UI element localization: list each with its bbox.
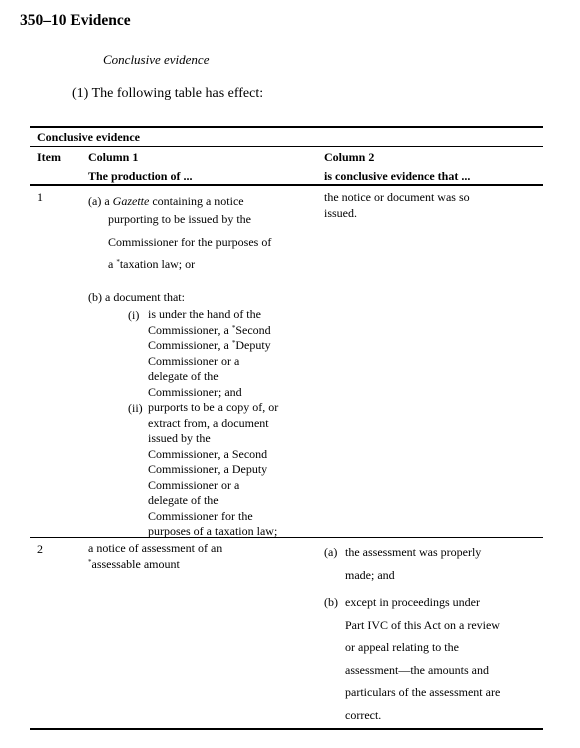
row-1-para-a-last-pre: a: [108, 257, 117, 271]
row-2-column-1-line: [88, 557, 222, 573]
row-2-column-1-line: a notice of assessment of an: [88, 541, 223, 555]
row-1-subpara-i-label: (i): [128, 308, 140, 322]
row-2-para-b-line: assessment—the amounts and: [345, 662, 489, 677]
table-top-rule: [30, 126, 543, 128]
row-1-para-b-label: (b) a document that:: [88, 290, 185, 304]
row-1-subpara-i-line-text: Commissioner, a: [148, 338, 232, 352]
row-1-para-a-rest: containing a notice: [149, 194, 244, 208]
row-1-subpara-ii-line: Commissioner or a: [148, 477, 240, 492]
defined-term-asterisk: *: [116, 258, 120, 266]
row-1-subpara-ii-line: Commissioner for the: [148, 508, 253, 523]
row-1-subpara-i-word: Second: [235, 322, 271, 337]
table-bottom-rule: [30, 728, 543, 730]
row-2-para-b-text: [345, 591, 500, 726]
row-2-para-b-label: (b): [324, 595, 338, 609]
intro-paragraph: (1) The following table has effect:: [72, 86, 264, 101]
row-2-para-a-line: the assessment was properly: [345, 545, 482, 559]
caption-rule: [30, 146, 543, 147]
section-subheading: Conclusive evidence: [103, 52, 210, 67]
row-1-subpara-i-line: [148, 338, 271, 354]
section-heading: 350–10 Evidence: [20, 12, 131, 29]
header-column-2-subtitle: is conclusive evidence that ...: [324, 169, 471, 183]
header-item: Item: [37, 150, 61, 164]
row-1-para-a-line: Commissioner for the purposes of: [108, 234, 272, 249]
row-1-para-a-first-line: [88, 193, 244, 209]
defined-term-asterisk: *: [88, 557, 92, 566]
defined-term-asterisk: *: [231, 323, 236, 332]
row-1-subpara-i-line-text: Commissioner, a: [148, 322, 232, 337]
row-1-subpara-ii-line: delegate of the: [148, 493, 219, 507]
row-1-subpara-i-word: Deputy: [235, 338, 271, 352]
row-1-subpara-ii-line: purports to be a copy of, or: [148, 400, 279, 414]
row-2-column-1-text: [88, 541, 222, 572]
row-1-subpara-i-line: Commissioner; and: [148, 384, 242, 399]
row-1-para-a-last-post: taxation law; or: [119, 257, 196, 271]
header-column-1-title: Column 1: [88, 150, 139, 164]
row-2-column-1-line-text: assessable amount: [91, 556, 180, 571]
row-1-subpara-ii-line: extract from, a document: [148, 415, 269, 430]
header-column-2-title: Column 2: [324, 150, 375, 164]
row-1-subpara-i-text: [148, 307, 271, 400]
table-caption: Conclusive evidence: [37, 130, 140, 144]
row-1-item-number: 1: [37, 190, 43, 204]
row-1-subpara-i-line: [148, 323, 271, 339]
row-1-subpara-ii-label: (ii): [128, 401, 143, 415]
row-1-column-2-line: issued.: [324, 205, 357, 220]
row-1-para-a-line: [108, 253, 271, 276]
row-1-para-a-prefix: (a) a: [88, 194, 113, 208]
row-2-para-b-line: Part IVC of this Act on a review: [345, 617, 500, 632]
row-1-subpara-ii-line: issued by the: [148, 431, 211, 445]
row-1-subpara-i-line: delegate of the: [148, 369, 219, 383]
header-column-1-subtitle: The production of ...: [88, 169, 193, 183]
row-divider-rule: [30, 537, 543, 538]
row-1-subpara-i-line: Commissioner or a: [148, 353, 240, 368]
row-2-para-b-line: or appeal relating to the: [345, 640, 459, 654]
defined-term-asterisk: *: [231, 339, 236, 347]
row-2-para-a-label: (a): [324, 545, 338, 559]
row-1-subpara-ii-line: purposes of a taxation law;: [148, 524, 278, 538]
row-2-para-b-line: except in proceedings under: [345, 595, 480, 609]
row-2-para-b-line: particulars of the assessment are: [345, 685, 501, 699]
row-1-column-2-text: [324, 190, 470, 221]
row-2-para-a-line: made; and: [345, 567, 395, 582]
row-1-subpara-ii-text: [148, 400, 278, 540]
row-1-gazette-text: Gazette: [112, 194, 150, 208]
row-2-para-a-text: [345, 541, 481, 586]
row-2-para-b-line: correct.: [345, 707, 382, 722]
row-2-item-number: 2: [37, 542, 43, 556]
row-1-para-a-continuation: [108, 208, 271, 276]
header-bottom-rule: [30, 184, 543, 186]
row-1-subpara-ii-line: Commissioner, a Second: [148, 446, 268, 461]
row-1-para-a-line: purporting to be issued by the: [108, 212, 251, 226]
row-1-column-2-line: the notice or document was so: [324, 190, 470, 204]
row-1-subpara-i-line: is under the hand of the: [148, 307, 261, 321]
row-1-subpara-ii-line: Commissioner, a Deputy: [148, 462, 268, 476]
